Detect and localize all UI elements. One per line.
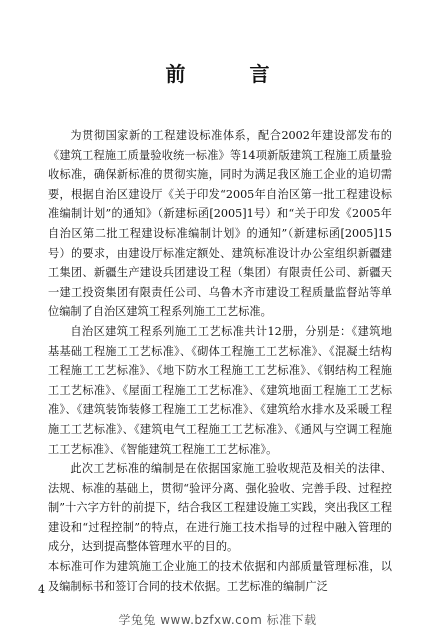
watermark-footer: 学兔兔 www.bzfxw.com 标准下载 — [118, 613, 317, 627]
body-text — [48, 126, 392, 596]
paragraph-3: 此次工艺标准的编制是在依据国家施工验收规范及相关的法律、法规、标准的基础上，贯彻“验评分离、强化验收、完善手段、过程控制”十六字方针的前提下，结合我区工程建设施工实践，突出我区工程建设和“过程控制”的特点，在进行施工技术指导的过程中融入管理的成分，达到提高整体管理水平的目的。 — [48, 462, 392, 554]
paragraph-4: 本标准可作为建筑施工企业施工的技术依据和内部质量管理标准，以及编制标书和签订合同的技术依据。工艺标准的编制广泛 — [48, 560, 392, 593]
page-title: 前 言 — [165, 62, 292, 86]
paragraph-2: 自治区建筑工程系列施工工艺标准共计12册，分别是：《建筑地基基础工程施工工艺标准》、《砌体工程施工工艺标准》、《混凝土结构工程施工工艺标准》、《地下防水工程施工工艺标准》、《钢结构工程施工工艺标准》、《屋面工程施工工艺标准》、《建筑地面工程施工工艺标准》、《建筑装饰装修工程施工工艺标准》、《建筑给水排水及采暖工程施工工艺标准》、《建筑电气工程施工工艺标准》、《通风与空调工程施工工艺标准》、《智能建筑工程施工工艺标准》。 — [48, 324, 392, 456]
paragraph-1: 为贯彻国家新的工程建设标准体系，配合2002年建设部发布的《建筑工程施工质量验收统一标准》等14项新版建筑工程施工质量验收标准，确保新标准的贯彻实施，同时为满足我区施工企业的追切需要，根据自治区建设厅《关于印发“2005年自治区第一批工程建设标准编制计划”的通知》（新建标函[2005]1号）和“关于印发《2005年自治区第二批工程建设标准编制计划》的通知”（新建标函[2005]15号）的要求，由建设厅标准定额处、建筑标准设计办公室组织新疆建工集团、新疆生产建设兵团建设工程（集团）有限责任公司、新疆天一建工投资集团有限责任公司、乌鲁木齐市建设工程质量监督站等单位编制了自治区建筑工程系列施工工艺标准。 — [48, 129, 392, 319]
page-number: 4 — [38, 583, 45, 596]
